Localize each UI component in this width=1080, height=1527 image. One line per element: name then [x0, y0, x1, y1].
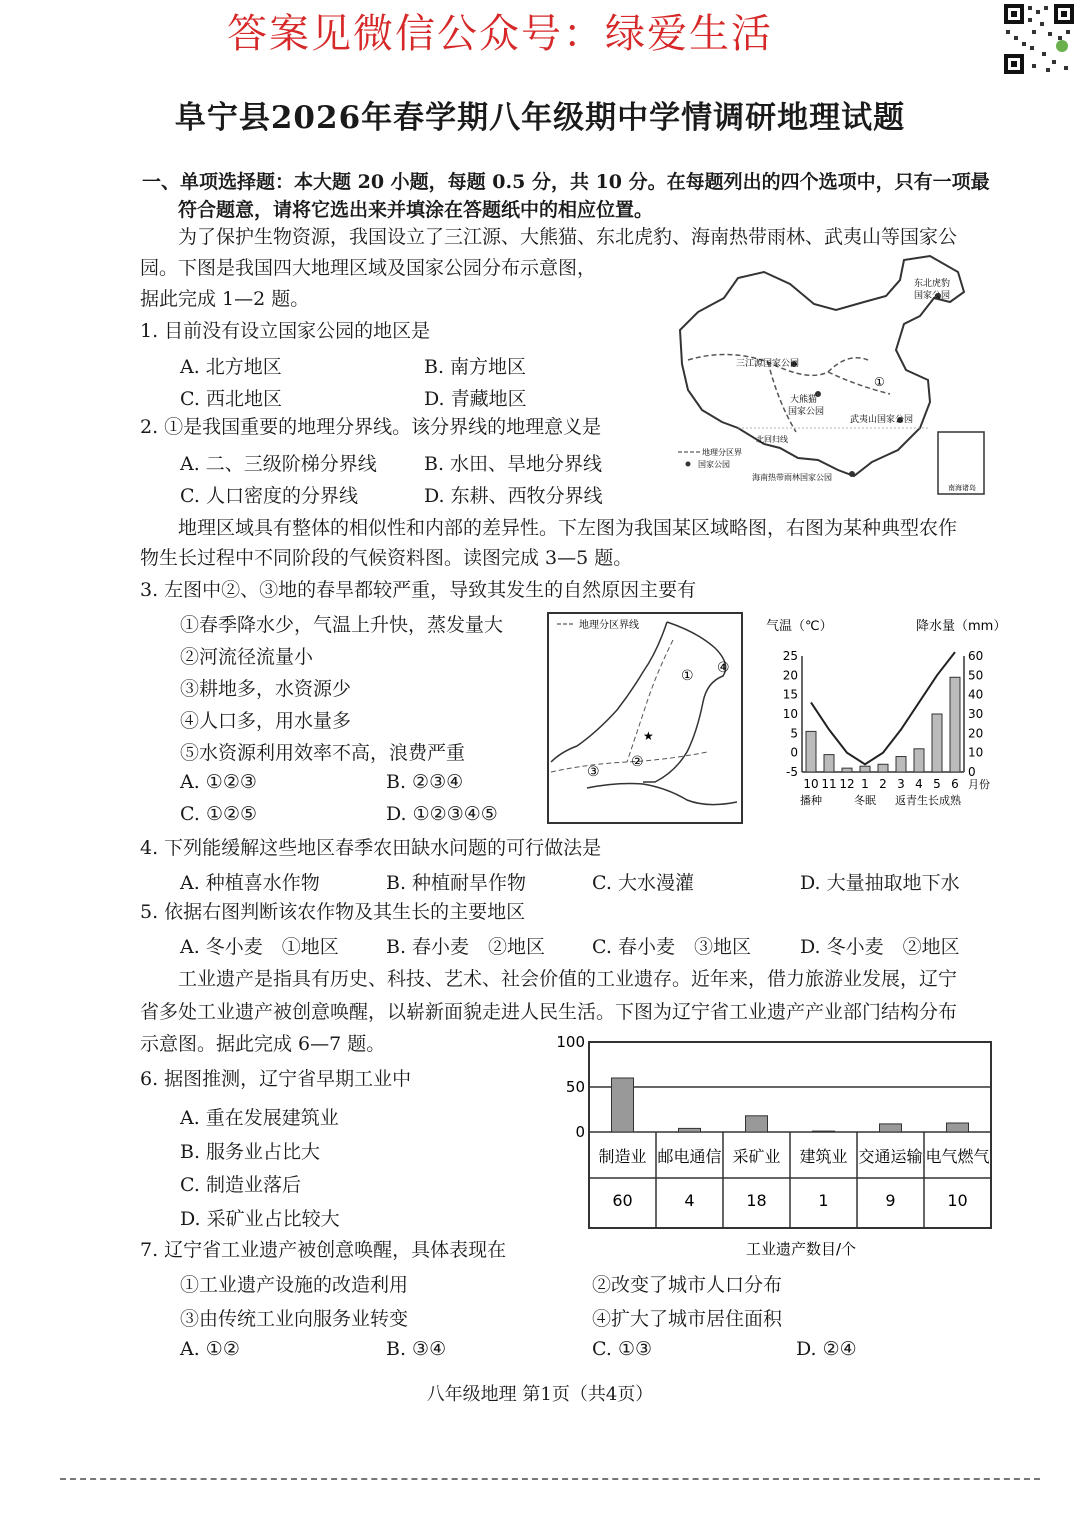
industrial-heritage-bar-chart: [555, 1032, 997, 1262]
intro1-line3: 据此完成 1—2 题。: [140, 288, 310, 310]
q3-option-d[interactable]: D. ①②③④⑤: [386, 803, 498, 825]
china-national-parks-map: [668, 252, 988, 496]
heritage-bar: [746, 1116, 768, 1132]
climate-month-unit: 月份: [968, 778, 990, 791]
q1-stem: 1. 目前没有设立国家公园的地区是: [140, 320, 431, 342]
heritage-bar: [880, 1124, 902, 1132]
climate-right-tick: 50: [968, 668, 984, 683]
climate-rain-bar: [932, 714, 942, 772]
q7-stem: 7. 辽宁省工业遗产被创意唤醒，具体表现在: [140, 1239, 507, 1261]
climate-rain-bar: [842, 768, 852, 772]
heritage-category-label: 制造业: [598, 1147, 647, 1166]
q3-stem: 3. 左图中②、③地的春旱都较严重，导致其发生的自然原因主要有: [140, 579, 697, 601]
climate-stage-label: 冬眠: [854, 794, 876, 807]
map2-circle-3: ③: [587, 764, 600, 780]
climate-month-label: 12: [839, 777, 855, 791]
intro2-line1: 地理区域具有整体的相似性和内部的差异性。下左图为我国某区域略图，右图为某种典型农作: [178, 517, 958, 539]
svg-text:国家公园: 国家公园: [698, 460, 730, 469]
q4-stem: 4. 下列能缓解这些地区春季农田缺水问题的可行做法是: [140, 837, 602, 859]
q7-option-c[interactable]: C. ①③: [592, 1338, 653, 1360]
q4-option-d[interactable]: D. 大量抽取地下水: [800, 872, 960, 894]
intro3-line3: 示意图。据此完成 6—7 题。: [140, 1033, 386, 1055]
climate-left-tick: 25: [782, 649, 798, 663]
section-heading-line2: 符合题意，请将它选出来并填涂在答题纸中的相应位置。: [178, 199, 654, 221]
heritage-bar: [612, 1078, 634, 1132]
climate-stage-label: 返青生长成熟: [895, 794, 961, 807]
q4-option-b[interactable]: B. 种植耐旱作物: [386, 872, 527, 894]
climate-rain-bar: [824, 755, 834, 772]
intro3-line1: 工业遗产是指具有历史、科技、艺术、社会价值的工业遗存。近年来，借力旅游业发展，辽宁: [178, 968, 958, 990]
climate-left-tick: 15: [782, 687, 798, 702]
map2-circle-1: ①: [681, 668, 694, 684]
q3-item-1: ①春季降水少，气温上升快，蒸发量大: [180, 614, 504, 636]
heritage-value-label: 10: [947, 1191, 968, 1210]
map1-legend-dot: [686, 462, 691, 467]
q5-stem: 5. 依据右图判断该农作物及其生长的主要地区: [140, 901, 526, 923]
crop-climate-chart: [764, 612, 1014, 822]
climate-left-tick: 0: [790, 745, 798, 760]
heritage-value-label: 9: [885, 1191, 896, 1210]
climate-stage-label: 播种: [800, 794, 822, 807]
heritage-category-label: 电气燃气: [925, 1147, 990, 1166]
heritage-bar: [813, 1131, 835, 1132]
climate-month-label: 11: [821, 777, 837, 791]
q7-item-1: ①工业遗产设施的改造利用: [180, 1274, 409, 1296]
svg-text:★: ★: [643, 729, 654, 743]
svg-text:地理分区界: 地理分区界: [702, 448, 742, 457]
climate-rain-bar: [806, 731, 816, 772]
q1-option-a[interactable]: A. 北方地区: [180, 356, 282, 378]
q4-option-a[interactable]: A. 种植喜水作物: [180, 872, 320, 894]
q5-option-a[interactable]: A. 冬小麦 ①地区: [180, 936, 339, 958]
climate-right-tick: 0: [968, 765, 976, 779]
map1-circle-1: ①: [874, 375, 885, 389]
climate-right-tick: 30: [968, 707, 984, 721]
climate-month-label: 10: [803, 777, 819, 791]
intro2-line2: 物生长过程中不同阶段的气候资料图。读图完成 3—5 题。: [140, 547, 633, 569]
climate-right-tick: 40: [968, 687, 984, 702]
climate-right-tick: 10: [968, 745, 984, 760]
heritage-value-label: 4: [684, 1191, 695, 1210]
q2-option-d[interactable]: D. 东耕、西牧分界线: [424, 485, 603, 507]
footer-divider: [60, 1478, 1040, 1480]
heritage-value-label: 1: [818, 1191, 829, 1210]
northeast-region-map: [547, 612, 743, 824]
q6-stem: 6. 据图推测，辽宁省早期工业中: [140, 1068, 412, 1090]
svg-text:国家公园: 国家公园: [914, 291, 951, 301]
heritage-xlabel: 工业遗产数目/个: [745, 1240, 857, 1258]
map1-label-dongbei: 东北虎豹: [914, 279, 951, 289]
climate-month-label: 6: [951, 777, 959, 791]
heritage-category-label: 建筑业: [799, 1147, 848, 1166]
map2-legend: 地理分区界线: [579, 620, 639, 631]
q3-item-3: ③耕地多，水资源少: [180, 678, 352, 700]
q7-option-d[interactable]: D. ②④: [796, 1338, 857, 1360]
q2-option-c[interactable]: C. 人口密度的分界线: [180, 485, 358, 507]
q6-option-b[interactable]: B. 服务业占比大: [180, 1141, 321, 1163]
q3-option-b[interactable]: B. ②③④: [386, 771, 464, 793]
climate-right-tick: 60: [968, 649, 984, 663]
map1-label-daxiongmao: 大熊猫: [790, 395, 818, 405]
q7-item-4: ④扩大了城市居住面积: [592, 1308, 783, 1330]
climate-month-label: 3: [897, 777, 905, 791]
q7-option-b[interactable]: B. ③④: [386, 1338, 447, 1360]
heritage-category-label: 交通运输: [858, 1147, 923, 1166]
climate-left-tick: -5: [786, 765, 798, 779]
heritage-category-label: 采矿业: [732, 1147, 781, 1166]
q5-option-d[interactable]: D. 冬小麦 ②地区: [800, 936, 960, 958]
svg-text:南海诸岛: 南海诸岛: [948, 484, 976, 492]
q7-item-2: ②改变了城市人口分布: [592, 1274, 783, 1296]
climate-left-tick: 10: [782, 707, 798, 721]
climate-month-label: 2: [879, 777, 887, 791]
page-title: 阜宁县2026年春学期八年级期中学情调研地理试题: [174, 100, 906, 136]
heritage-value-label: 18: [746, 1191, 767, 1210]
climate-rain-bar: [860, 766, 870, 772]
climate-ylabel-left: 气温（℃）: [766, 619, 833, 634]
map1-label-beihui: 北回归线: [756, 435, 788, 444]
climate-left-tick: 5: [790, 726, 798, 741]
q5-option-b[interactable]: B. 春小麦 ②地区: [386, 936, 546, 958]
heritage-value-label: 60: [612, 1191, 633, 1210]
map1-label-sanjiangyuan: 三江源国家公园: [736, 359, 800, 369]
climate-ylabel-right: 降水量（mm）: [916, 619, 1007, 634]
intro1-line2: 园。下图是我国四大地理区域及国家公园分布示意图，: [140, 257, 597, 279]
qr-code-icon: [1002, 2, 1076, 76]
climate-month-label: 5: [933, 777, 941, 791]
q5-option-c[interactable]: C. 春小麦 ③地区: [592, 936, 751, 958]
q6-option-c[interactable]: C. 制造业落后: [180, 1174, 301, 1196]
heritage-bar: [679, 1128, 701, 1132]
q3-item-4: ④人口多，用水量多: [180, 710, 352, 732]
map1-label-wuyishan: 武夷山国家公园: [850, 415, 914, 425]
q7-item-3: ③由传统工业向服务业转变: [180, 1308, 409, 1330]
q1-option-d[interactable]: D. 青藏地区: [424, 388, 527, 410]
climate-left-tick: 20: [782, 668, 798, 683]
q2-stem: 2. ①是我国重要的地理分界线。该分界线的地理意义是: [140, 416, 602, 438]
heritage-y-tick: 50: [565, 1078, 585, 1096]
watermark-banner: 答案见微信公众号：绿爱生活: [227, 11, 773, 57]
intro1-line1: 为了保护生物资源，我国设立了三江源、大熊猫、东北虎豹、海南热带雨林、武夷山等国家公: [178, 226, 958, 248]
q4-option-c[interactable]: C. 大水漫灌: [592, 872, 694, 894]
q1-option-c[interactable]: C. 西北地区: [180, 388, 282, 410]
q2-option-b[interactable]: B. 水田、旱地分界线: [424, 453, 603, 475]
q3-option-a[interactable]: A. ①②③: [180, 771, 257, 793]
heritage-category-label: 邮电通信: [657, 1147, 722, 1166]
climate-month-label: 4: [915, 777, 923, 791]
heritage-bar: [947, 1123, 969, 1132]
map2-circle-2: ②: [631, 754, 644, 770]
climate-rain-bar: [896, 757, 906, 772]
svg-text:国家公园: 国家公园: [788, 407, 825, 417]
q2-option-a[interactable]: A. 二、三级阶梯分界线: [180, 453, 377, 475]
heritage-y-tick: 100: [556, 1033, 585, 1051]
climate-rain-bar: [878, 764, 888, 772]
climate-right-tick: 20: [968, 726, 984, 741]
map2-circle-4: ④: [717, 660, 730, 676]
q6-option-d[interactable]: D. 采矿业占比较大: [180, 1208, 340, 1230]
intro3-line2: 省多处工业遗产被创意唤醒，以崭新面貌走进人民生活。下图为辽宁省工业遗产产业部门结构分布: [140, 1001, 958, 1023]
q3-item-5: ⑤水资源利用效率不高，浪费严重: [180, 742, 466, 764]
climate-rain-bar: [914, 749, 924, 772]
q6-option-a[interactable]: A. 重在发展建筑业: [180, 1107, 339, 1129]
page-footer: 八年级地理 第1页（共4页）: [426, 1384, 654, 1405]
q3-item-2: ②河流径流量小: [180, 646, 314, 668]
q3-option-c[interactable]: C. ①②⑤: [180, 803, 258, 825]
section-heading-line1: 一、单项选择题：本大题 20 小题，每题 0.5 分，共 10 分。在每题列出的四个选项中，只有一项最: [142, 171, 990, 193]
map1-label-hainan: 海南热带雨林国家公园: [752, 473, 832, 482]
q7-option-a[interactable]: A. ①②: [180, 1338, 240, 1360]
q1-option-b[interactable]: B. 南方地区: [424, 356, 527, 378]
climate-rain-bar: [950, 677, 960, 772]
heritage-y-tick: 0: [575, 1123, 585, 1141]
climate-month-label: 1: [861, 777, 869, 791]
